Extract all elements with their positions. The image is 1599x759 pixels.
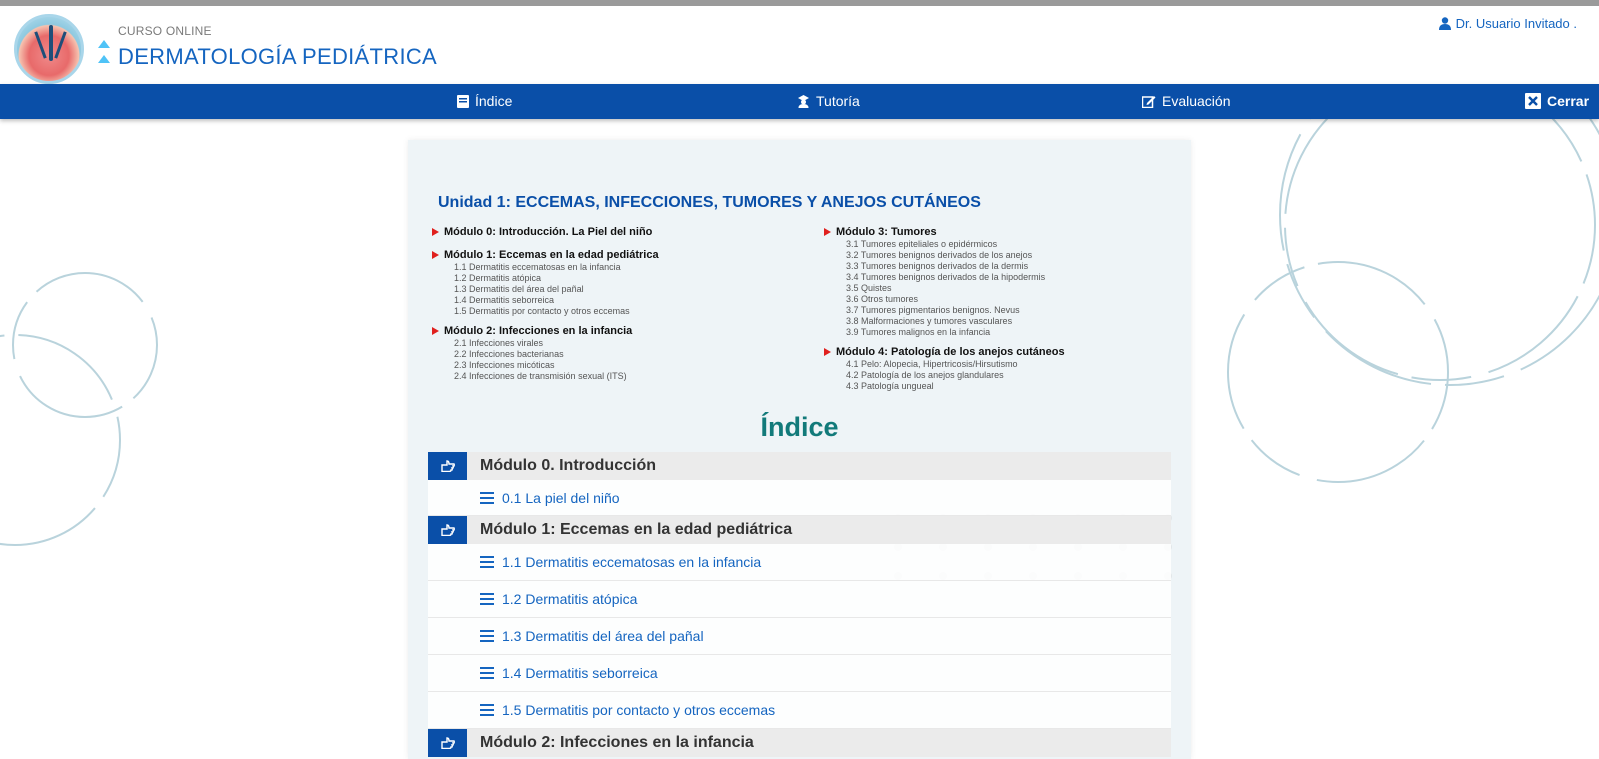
module-label: Módulo 0. Introducción <box>480 457 656 474</box>
unit-sub-item: 3.3 Tumores benignos derivados de la dermis <box>846 261 1029 271</box>
list-icon <box>480 556 494 568</box>
unit-sub-item: 3.6 Otros tumores <box>846 294 919 304</box>
module-header-0[interactable] <box>428 452 1171 480</box>
list-icon <box>480 630 494 642</box>
nav-evaluacion-label: Evaluación <box>1162 93 1231 109</box>
unit-sub-item: 3.7 Tumores pigmentarios benignos. Nevus <box>846 305 1020 315</box>
nav-indice-label: Índice <box>475 93 513 109</box>
course-logo <box>14 14 84 84</box>
content-panel <box>408 140 1191 759</box>
unit-module-title: Módulo 3: Tumores <box>822 225 1065 239</box>
nav-evaluacion[interactable] <box>1142 93 1231 109</box>
unit-title: Unidad 1: ECCEMAS, INFECCIONES, TUMORES Y ANEJOS CUTÁNEOS <box>438 194 981 211</box>
list-icon <box>480 593 494 605</box>
unit-sub-item: 1.2 Dermatitis atópica <box>454 273 542 283</box>
lesson-label: 1.4 Dermatitis seborreica <box>502 665 658 681</box>
unit-sub-item: 3.8 Malformaciones y tumores vasculares <box>846 316 1013 326</box>
user-icon <box>1439 17 1451 30</box>
triangle-icon <box>98 40 110 48</box>
lesson-label: 0.1 La piel del niño <box>502 489 620 506</box>
module-label: Módulo 2: Infecciones en la infancia <box>480 734 754 751</box>
tutor-icon <box>797 95 810 108</box>
unit-sub-item: 3.5 Quistes <box>846 283 892 293</box>
unit-sub-item: 3.4 Tumores benignos derivados de la hipodermis <box>846 272 1046 282</box>
course-subtitle: CURSO ONLINE <box>118 24 212 38</box>
unit-module-title: Módulo 1: Eccemas en la edad pediátrica <box>430 248 659 262</box>
unit-sub-item: 4.3 Patología ungueal <box>846 381 934 391</box>
unit-sub-item: 1.1 Dermatitis eccematosas en la infancia <box>454 262 621 272</box>
triangle-icon <box>98 55 110 63</box>
lesson-label: 1.2 Dermatitis atópica <box>502 591 638 607</box>
book-icon <box>457 95 469 108</box>
nav-tutoria[interactable] <box>797 93 860 109</box>
unit-module-title: Módulo 0: Introducción. La Piel del niño <box>430 225 659 239</box>
lesson-item[interactable] <box>428 692 1171 729</box>
unit-sub-item: 2.2 Infecciones bacterianas <box>454 349 564 359</box>
lesson-item[interactable] <box>428 581 1171 618</box>
unit-sub-item: 3.1 Tumores epiteliales o epidérmicos <box>846 239 998 249</box>
unit-sub-item: 4.1 Pelo: Alopecia, Hipertricosis/Hirsutismo <box>846 359 1018 369</box>
lesson-item[interactable] <box>428 544 1171 581</box>
unit-sub-item: 1.4 Dermatitis seborreica <box>454 295 555 305</box>
list-icon <box>480 492 494 504</box>
unit-sub-item: 2.4 Infecciones de transmisión sexual (ITS) <box>454 371 627 381</box>
module-label: Módulo 1: Eccemas en la edad pediátrica <box>480 521 793 538</box>
hand-pointer-icon <box>428 452 467 480</box>
unit-sub-item: 1.5 Dermatitis por contacto y otros eccemas <box>454 306 630 316</box>
lesson-item[interactable] <box>428 655 1171 692</box>
user-menu[interactable] <box>1439 16 1577 31</box>
unit-column-left <box>430 222 659 382</box>
unit-sub-item: 2.3 Infecciones micóticas <box>454 360 555 370</box>
close-icon <box>1525 93 1541 109</box>
close-label: Cerrar <box>1547 93 1590 109</box>
course-title: DERMATOLOGÍA PEDIÁTRICA <box>118 44 438 69</box>
edit-icon <box>1142 95 1156 108</box>
nav-tutoria-label: Tutoría <box>816 93 860 109</box>
user-name: Dr. Usuario Invitado . <box>1455 16 1577 31</box>
hand-pointer-icon <box>428 516 467 544</box>
list-icon <box>480 704 494 716</box>
unit-sub-item: 3.9 Tumores malignos en la infancia <box>846 327 991 337</box>
unit-sub-item: 4.2 Patología de los anejos glandulares <box>846 370 1004 380</box>
indice-list <box>428 452 1171 757</box>
module-header-2[interactable] <box>428 729 1171 757</box>
lesson-label: 1.5 Dermatitis por contacto y otros eccemas <box>502 702 776 718</box>
nav-indice[interactable] <box>457 93 512 109</box>
unit-sub-item: 1.3 Dermatitis del área del pañal <box>454 284 584 294</box>
unit-module-title: Módulo 4: Patología de los anejos cutáneos <box>822 345 1065 359</box>
unit-module-title: Módulo 2: Infecciones en la infancia <box>430 324 659 338</box>
close-button[interactable] <box>1525 93 1589 109</box>
main-navbar <box>0 84 1599 119</box>
unit-sub-item: 3.2 Tumores benignos derivados de los anejos <box>846 250 1033 260</box>
unit-column-right <box>822 222 1065 392</box>
list-icon <box>480 667 494 679</box>
hand-pointer-icon <box>428 729 467 757</box>
header <box>0 6 1599 84</box>
lesson-item[interactable] <box>428 480 1171 516</box>
lesson-label: 1.1 Dermatitis eccematosas en la infancia <box>502 554 762 570</box>
indice-heading: Índice <box>760 412 839 442</box>
lesson-item[interactable] <box>428 618 1171 655</box>
module-header-1[interactable] <box>428 516 1171 544</box>
lesson-label: 1.3 Dermatitis del área del pañal <box>502 628 704 644</box>
unit-sub-item: 2.1 Infecciones virales <box>454 338 544 348</box>
